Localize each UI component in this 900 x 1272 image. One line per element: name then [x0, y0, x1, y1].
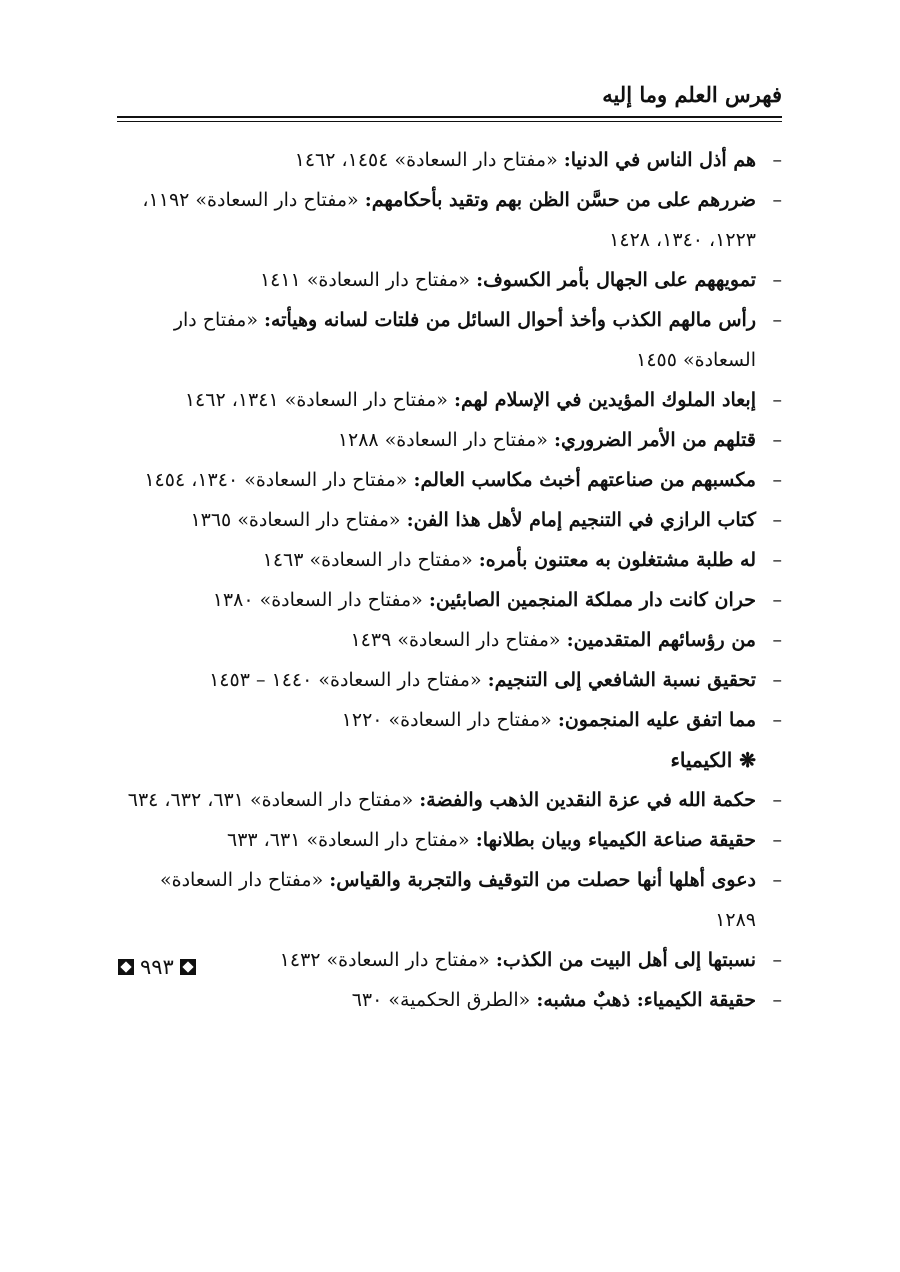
entry-dash: –	[772, 949, 782, 971]
entry-pages: ١٢٨٩	[715, 909, 756, 931]
entry-topic: كتاب الرازي في التنجيم إمام لأهل هذا الفن:	[406, 509, 756, 531]
entry-topic: حران كانت دار مملكة المنجمين الصابئين:	[428, 589, 756, 611]
entry-topic: دعوى أهلها أنها حصلت من التوقيف والتجربة والقياس:	[329, 869, 756, 891]
index-entry	[117, 500, 782, 540]
entry-topic: من رؤسائهم المتقدمين:	[566, 629, 756, 651]
entry-dash: –	[772, 269, 782, 291]
entry-pages: ١٤٣٩	[350, 629, 392, 651]
entry-source: «مفتاح دار السعادة»	[284, 389, 448, 411]
entry-source: «مفتاح دار السعادة»	[309, 549, 473, 571]
entry-dash: –	[772, 869, 782, 891]
entry-topic: تمويههم على الجهال بأمر الكسوف:	[476, 269, 756, 291]
entry-source: «مفتاح دار السعادة»	[160, 869, 324, 891]
index-entry	[117, 980, 782, 1020]
index-entry	[117, 260, 782, 300]
page-footer	[118, 955, 196, 979]
entry-source: «مفتاح دار السعادة»	[384, 429, 548, 451]
index-entry	[117, 660, 782, 700]
page-number: ٩٩٣	[140, 955, 174, 979]
entry-pages: ١٤٤٠ – ١٤٥٣	[209, 669, 313, 691]
entry-topic: رأس مالهم الكذب وأخذ أحوال السائل من فلتات لسانه وهيأته:	[264, 309, 756, 331]
entry-pages: ١٤٣٢	[279, 949, 321, 971]
index-entries	[117, 140, 782, 1020]
entry-dash: –	[772, 549, 782, 571]
header-rule-thin	[117, 121, 782, 122]
section-heading-alchemy: ❋ الكيمياء	[670, 748, 756, 772]
entry-dash: –	[772, 389, 782, 411]
index-entry	[117, 300, 782, 380]
entry-dash: –	[772, 509, 782, 531]
entry-source: «مفتاح دار السعادة»	[250, 789, 414, 811]
entry-pages: ١٢٨٨	[337, 429, 379, 451]
entry-dash: –	[772, 669, 782, 691]
entry-source: «مفتاح دار السعادة»	[318, 669, 482, 691]
entry-source: «مفتاح دار السعادة»	[394, 149, 558, 171]
entry-topic: حقيقة الكيمياء: ذهبٌ مشبه:	[536, 989, 756, 1011]
entry-topic: تحقيق نسبة الشافعي إلى التنجيم:	[487, 669, 756, 691]
index-entry	[117, 580, 782, 620]
entry-pages: ٦٣١، ٦٣٢، ٦٣٤	[127, 789, 244, 811]
entry-dash: –	[772, 429, 782, 451]
entry-source: «الطرق الحكمية»	[388, 989, 531, 1011]
entry-pages: ١٤٦٣	[262, 549, 304, 571]
entry-dash: –	[772, 149, 782, 171]
entry-dash: –	[772, 789, 782, 811]
entry-source: «مفتاح دار السعادة»	[259, 589, 423, 611]
index-entry	[117, 420, 782, 460]
entry-pages: ١٣٨٠	[212, 589, 254, 611]
entry-source: «مفتاح دار السعادة»	[173, 309, 756, 371]
entry-pages: ٦٣٠	[351, 989, 383, 1011]
entry-pages: ١٤٥٥	[636, 349, 677, 371]
entry-topic: حكمة الله في عزة النقدين الذهب والفضة:	[419, 789, 756, 811]
entry-pages: ١٣٦٥	[190, 509, 232, 531]
page-header: فهرس العلم وما إليه	[602, 82, 782, 107]
entry-pages: ١٤٥٤، ١٤٦٢	[294, 149, 389, 171]
index-entry	[117, 140, 782, 180]
entry-dash: –	[772, 309, 782, 331]
entry-dash: –	[772, 469, 782, 491]
entry-topic: مكسبهم من صناعتهم أخبث مكاسب العالم:	[413, 469, 756, 491]
index-entry	[117, 380, 782, 420]
ornament-icon	[180, 959, 196, 975]
entry-dash: –	[772, 189, 782, 211]
index-entry	[117, 540, 782, 580]
entry-topic: ضررهم على من حسَّن الظن بهم وتقيد بأحكامهم:	[364, 189, 756, 211]
index-entry	[117, 700, 782, 740]
index-entry	[117, 460, 782, 500]
entry-source: «مفتاح دار السعادة»	[306, 829, 470, 851]
entry-topic: هم أذل الناس في الدنيا:	[563, 149, 756, 171]
entry-source: «مفتاح دار السعادة»	[237, 509, 401, 531]
index-entry	[117, 620, 782, 660]
entry-source: «مفتاح دار السعادة»	[326, 949, 490, 971]
index-entry	[117, 860, 782, 940]
header-rule-thick	[117, 116, 782, 118]
entry-topic: قتلهم من الأمر الضروري:	[553, 429, 756, 451]
entry-pages: ١٢٢٠	[341, 709, 383, 731]
entry-pages: ١٣٤١، ١٤٦٢	[184, 389, 279, 411]
index-entry	[117, 180, 782, 260]
entry-pages: ١٤١١	[259, 269, 301, 291]
entry-topic: حقيقة صناعة الكيمياء وبيان بطلانها:	[475, 829, 756, 851]
index-entry	[117, 780, 782, 820]
entry-dash: –	[772, 989, 782, 1011]
entry-dash: –	[772, 709, 782, 731]
entry-dash: –	[772, 629, 782, 651]
entry-dash: –	[772, 589, 782, 611]
entry-source: «مفتاح دار السعادة»	[195, 189, 359, 211]
entry-topic: إبعاد الملوك المؤيدين في الإسلام لهم:	[453, 389, 756, 411]
entry-pages: ٦٣١، ٦٣٣	[227, 829, 301, 851]
entry-topic: مما اتفق عليه المنجمون:	[557, 709, 756, 731]
entry-dash: –	[772, 829, 782, 851]
entry-source: «مفتاح دار السعادة»	[397, 629, 561, 651]
index-entry	[117, 820, 782, 860]
entry-topic: نسبتها إلى أهل البيت من الكذب:	[495, 949, 756, 971]
index-entry	[117, 940, 782, 980]
entry-source: «مفتاح دار السعادة»	[388, 709, 552, 731]
entry-source: «مفتاح دار السعادة»	[244, 469, 408, 491]
entry-topic: له طلبة مشتغلون به معتنون بأمره:	[478, 549, 756, 571]
entry-source: «مفتاح دار السعادة»	[306, 269, 471, 291]
entry-pages: ١١٩٢، ١٢٢٣، ١٣٤٠، ١٤٢٨	[142, 189, 756, 251]
ornament-icon	[118, 959, 134, 975]
entry-pages: ١٣٤٠، ١٤٥٤	[144, 469, 239, 491]
